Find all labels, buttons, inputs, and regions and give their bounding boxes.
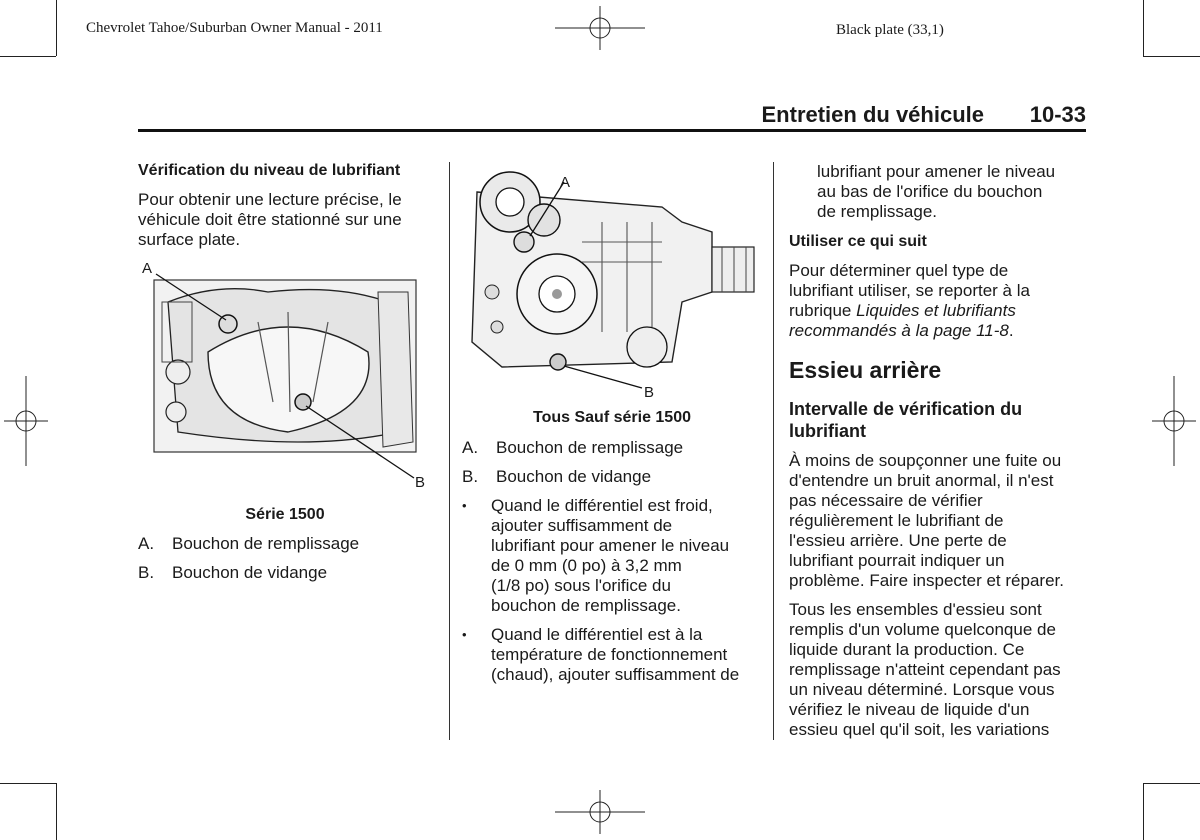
item-text: Bouchon de remplissage	[172, 534, 360, 553]
column-divider	[449, 162, 450, 740]
text-line: À moins de soupçonner une fuite ou	[789, 451, 1062, 470]
text-line: (chaud), ajouter suffisamment de	[491, 665, 740, 684]
paragraph	[789, 600, 1094, 740]
callout-b: B	[415, 474, 426, 491]
text-line: Pour obtenir une lecture précise, le	[138, 190, 402, 209]
callout-b: B	[644, 384, 655, 401]
registration-mark-bottom	[555, 790, 645, 834]
registration-mark-top	[555, 6, 645, 50]
text-line: régulièrement le lubrifiant de	[789, 511, 1004, 530]
differential-illustration	[462, 162, 762, 402]
text-line: véhicule doit être stationné sur une	[138, 210, 402, 229]
text-line: ajouter suffisamment de	[491, 516, 673, 535]
differential-illustration	[138, 262, 438, 492]
interval-heading	[789, 398, 1089, 442]
use-following-heading: Utiliser ce qui suit	[789, 233, 927, 250]
rear-axle-title: Essieu arrière	[789, 357, 942, 383]
bullet-dot: •	[462, 627, 467, 642]
text-line: bouchon de remplissage.	[491, 596, 681, 615]
text-line: Quand le différentiel est à la	[491, 625, 703, 644]
figure-caption: Série 1500	[245, 506, 325, 523]
intro-paragraph	[138, 190, 438, 250]
text-line	[789, 301, 1089, 321]
text-line: remplissage n'atteint cependant pas	[789, 660, 1061, 679]
text-line: lubrifiant utiliser, se reporter à la	[789, 281, 1030, 300]
bullet-dot: •	[462, 498, 467, 513]
bullet-text	[491, 625, 766, 685]
text-line: un niveau déterminé. Lorsque vous	[789, 680, 1055, 699]
bullet-text	[491, 496, 761, 616]
text-line: problème. Faire inspecter et réparer.	[789, 571, 1064, 590]
crop-mark	[1143, 783, 1144, 840]
text-line: surface plate.	[138, 230, 241, 249]
text-line: de 0 mm (0 po) à 3,2 mm	[491, 556, 682, 575]
registration-mark-right	[1152, 376, 1196, 466]
item-text: Bouchon de vidange	[172, 563, 328, 582]
use-paragraph	[789, 261, 1089, 341]
text-line: lubrifiant pour amener le niveau	[817, 162, 1056, 181]
text-line: (1/8 po) sous l'orifice du	[491, 576, 671, 595]
crop-mark	[56, 783, 57, 840]
column-divider	[773, 162, 774, 740]
text-line	[789, 321, 1089, 341]
item-tag: B.	[462, 467, 479, 486]
text-line: l'essieu arrière. Une perte de	[789, 531, 1007, 550]
item-tag: A.	[462, 438, 479, 457]
text-line: au bas de l'orifice du bouchon	[817, 182, 1043, 201]
figure-all-except-1500	[462, 162, 762, 402]
crop-mark	[0, 56, 56, 57]
text-line: liquide durant la production. Ce	[789, 640, 1025, 659]
text-line: de remplissage.	[817, 202, 938, 221]
crop-mark	[56, 0, 57, 56]
callout-a: A	[560, 174, 571, 191]
item-text: Bouchon de remplissage	[496, 438, 684, 457]
cross-reference-link[interactable]: recommandés à la page 11-8	[789, 321, 1009, 340]
item-tag: A.	[138, 534, 155, 553]
cross-reference-link[interactable]: Liquides et lubrifiants	[856, 301, 1016, 320]
continued-text	[817, 162, 1097, 222]
header-rule	[138, 129, 1086, 132]
figure-series-1500	[138, 262, 438, 492]
callout-a: A	[142, 260, 153, 277]
paragraph	[789, 451, 1094, 591]
figure-caption: Tous Sauf série 1500	[533, 409, 691, 426]
page-header	[138, 98, 1086, 132]
text-line: Intervalle de vérification du	[789, 399, 1023, 419]
text-line: Pour déterminer quel type de	[789, 261, 1009, 280]
text-line: d'entendre un bruit anormal, il n'est	[789, 471, 1054, 490]
crop-mark	[0, 783, 56, 784]
text-span: .	[1008, 321, 1014, 340]
registration-mark-left	[4, 376, 48, 466]
item-tag: B.	[138, 563, 155, 582]
text-line: température de fonctionnement	[491, 645, 728, 664]
section-title: Entretien du véhicule	[761, 102, 984, 127]
manual-title: Chevrolet Tahoe/Suburban Owner Manual - 2011	[86, 20, 383, 36]
text-line: Quand le différentiel est froid,	[491, 496, 713, 515]
text-line: Tous les ensembles d'essieu sont	[789, 600, 1042, 619]
crop-mark	[1143, 0, 1144, 56]
text-span: rubrique	[789, 301, 857, 320]
text-line: lubrifiant pourrait indiquer un	[789, 551, 1005, 570]
text-line: vérifiez le niveau de liquide d'un	[789, 700, 1030, 719]
text-line: essieu quel qu'il soit, les variations	[789, 720, 1050, 739]
text-line: remplis d'un volume quelconque de	[789, 620, 1056, 639]
text-line: pas nécessaire de vérifier	[789, 491, 983, 510]
text-line: lubrifiant pour amener le niveau	[491, 536, 730, 555]
text-line: lubrifiant	[789, 421, 866, 441]
page-number: 10-33	[1029, 102, 1086, 127]
crop-mark	[1143, 56, 1200, 57]
item-text: Bouchon de vidange	[496, 467, 652, 486]
crop-mark	[1143, 783, 1200, 784]
plate-label: Black plate (33,1)	[836, 22, 944, 38]
lubricant-check-heading: Vérification du niveau de lubrifiant	[138, 162, 401, 179]
